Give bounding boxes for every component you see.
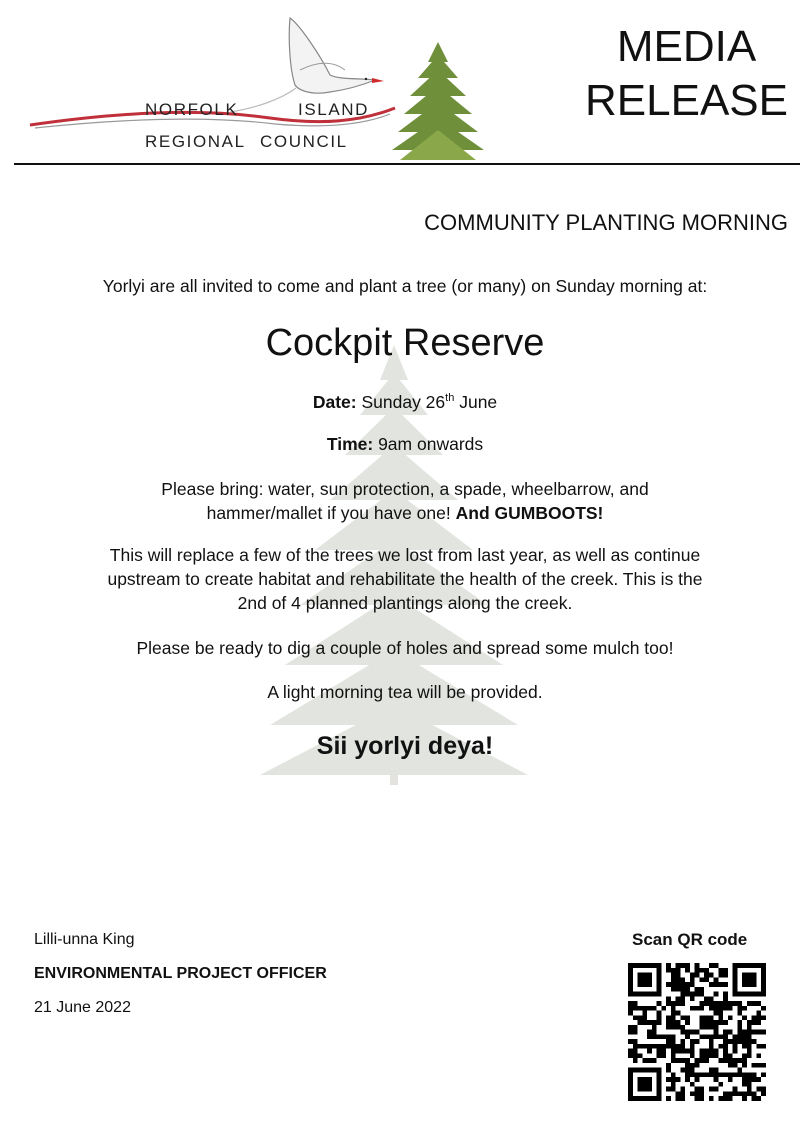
- media-release-line1: MEDIA: [616, 22, 757, 71]
- logo-text-regional: REGIONAL: [145, 132, 246, 151]
- logo-text-island: ISLAND: [298, 100, 370, 119]
- date-label: Date:: [312, 392, 357, 412]
- logo-text-council: COUNCIL: [260, 132, 348, 151]
- header-divider: [14, 163, 800, 165]
- purpose-paragraph: [40, 543, 770, 615]
- farewell-text: Sii yorlyi deya!: [316, 732, 494, 760]
- release-date: 21 June 2022: [34, 999, 131, 1016]
- bring-line-1: Please bring: water, sun protection, a spade, wheelbarrow, and: [161, 479, 649, 499]
- qr-label: Scan QR code: [632, 930, 748, 949]
- bring-emphasis: And GUMBOOTS!: [455, 503, 604, 523]
- bring-list: [40, 477, 770, 525]
- event-heading: COMMUNITY PLANTING MORNING: [424, 210, 788, 235]
- council-logo: [0, 0, 560, 165]
- purpose-line-1: This will replace a few of the trees we lost from last year, as well as continue: [109, 545, 701, 565]
- time-value: 9am onwards: [378, 434, 484, 454]
- media-release-title: [585, 20, 788, 128]
- bring-line-2-text: hammer/mallet if you have one!: [206, 503, 451, 523]
- invite-text: Yorlyi are all invited to come and plant a tree (or many) on Sunday morning at:: [102, 276, 708, 296]
- event-time: [40, 432, 770, 456]
- norfolk-pine-icon: [392, 42, 484, 160]
- purpose-line-2: upstream to create habitat and rehabilitate the health of the creek. This is the: [107, 569, 703, 589]
- dig-text: Please be ready to dig a couple of holes and spread some mulch too!: [136, 638, 674, 658]
- bring-line-2: [40, 501, 770, 525]
- qr-code[interactable]: [628, 963, 766, 1101]
- time-label: Time:: [326, 434, 374, 454]
- author-block: [34, 930, 327, 1032]
- date-value-post: June: [459, 392, 498, 412]
- logo-text-norfolk: NORFOLK: [145, 100, 239, 119]
- event-date: [40, 390, 770, 414]
- media-release-line2: RELEASE: [585, 76, 788, 125]
- event-location: Cockpit Reserve: [265, 322, 545, 364]
- date-value-sup: th: [445, 392, 455, 405]
- purpose-line-3: 2nd of 4 planned plantings along the creek.: [237, 593, 573, 613]
- date-value-pre: Sunday 26: [361, 392, 446, 412]
- tropicbird-icon: [230, 18, 384, 112]
- author-name: Lilli-unna King: [34, 931, 135, 948]
- author-title: ENVIRONMENTAL PROJECT OFFICER: [34, 965, 327, 982]
- tea-text: A light morning tea will be provided.: [267, 682, 543, 702]
